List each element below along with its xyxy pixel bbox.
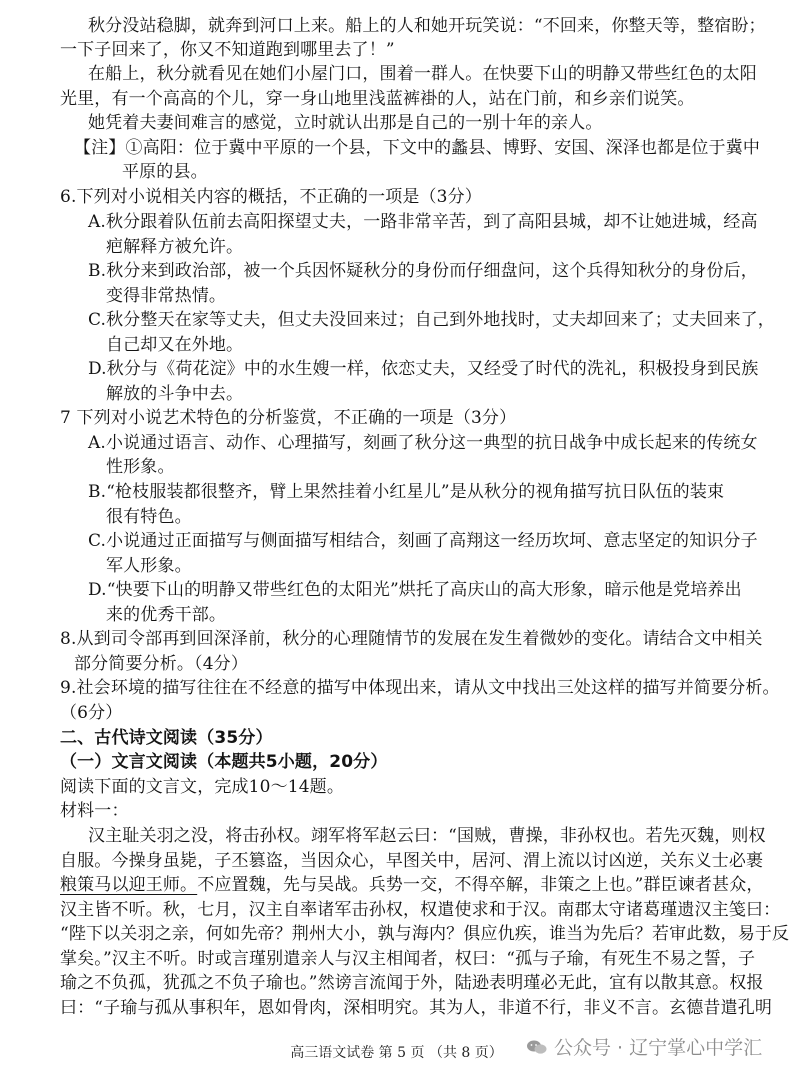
reading-instruction: 阅读下面的文言文，完成10～14题。 [60, 777, 344, 797]
passage-line: 一下子回来了，你又不知道跑到哪里去了！” [60, 40, 395, 60]
question-9: （6分） [60, 703, 123, 723]
option-7a: A.小说通过语言、动作、心理描写，刻画了秋分这一典型的抗日战争中成长起来的传统女 [88, 433, 758, 453]
watermark-text: 公众号 · 辽宁掌心中学汇 [554, 1037, 763, 1059]
classical-text-line [60, 874, 764, 896]
option-6a: 疤解释方被允许。 [106, 237, 244, 257]
option-7d: 来的优秀干部。 [106, 605, 227, 625]
annotation-note: 【注】①高阳：位于冀中平原的一个县，下文中的蠡县、博野、安国、深泽也都是位于冀中 [74, 138, 760, 158]
material-label: 材料一： [60, 801, 129, 821]
passage-line: 秋分没站稳脚，就奔到河口上来。船上的人和她开玩笑说：“不回来，你整天等，整宿盼； [88, 16, 766, 36]
option-7d: D.“快要下山的明静又带些红色的太阳光”烘托了高庆山的高大形象，暗示他是党培养出 [88, 580, 742, 600]
option-6b: 变得非常热情。 [106, 286, 227, 306]
option-6a: A.秋分跟着队伍前去高阳探望丈夫，一路非常辛苦，到了高阳县城，却不让她进城，经高 [88, 212, 758, 232]
option-7a: 性形象。 [106, 457, 175, 477]
watermark [526, 1033, 762, 1060]
passage-line: 在船上，秋分就看见在她们小屋门口，围着一群人。在快要下山的明静又带些红色的太阳 [88, 64, 757, 84]
passage-line: 她凭着夫妻间难言的感觉，立时就认出那是自己的一别十年的亲人。 [88, 113, 603, 133]
subsection-heading: （一）文言文阅读（本题共5小题，20分） [60, 752, 388, 772]
classical-text-line: 曰：“子瑜与孤从事积年，恩如骨肉，深相明究。其为人，非道不行，非义不言。玄德昔遣孔明 [60, 998, 772, 1018]
question-8: 8.从到司令部再到回深泽前，秋分的心理随情节的发展在发生着微妙的变化。请结合文中相关 [60, 629, 763, 649]
classical-text-line: “陛下以关羽之亲，何如先帝？荆州大小，孰与海内？俱应仇疾，谁当为先后？若审此数，易于反 [60, 924, 790, 944]
classical-text-line: 汉主皆不听。秋，七月，汉主自率诸军击孙权，权遣使求和于汉。南郡太守诸葛瑾遗汉主笺曰： [60, 900, 781, 920]
option-6b: B.秋分来到政治部，被一个兵因怀疑秋分的身份而仔细盘问，这个兵得知秋分的身份后， [88, 261, 758, 281]
question-6: 6.下列对小说相关内容的概括，不正确的一项是（3分） [60, 187, 482, 207]
classical-text-line: 汉主耻关羽之没，将击孙权。翊军将军赵云曰：“国贼，曹操，非孙权也。若先灭魏，则权 [88, 826, 766, 846]
underlined-phrase: 粮策马以迎王师。 [60, 875, 198, 895]
option-7b: B.“枪枝服装都很整齐，臂上果然挂着小红星儿”是从秋分的视角描写抗日队伍的装束 [88, 482, 725, 502]
option-6c: C.秋分整天在家等丈夫，但丈夫没回来过；自己到外地找时，丈夫却回来了；丈夫回来了， [88, 310, 775, 330]
option-7b: 很有特色。 [106, 507, 192, 527]
classical-text-line: 掌矣。”汉主不听。时或言瑾别遣亲人与汉主相闻者，权曰：“孤与子瑜，有死生不易之誓，子 [60, 949, 756, 969]
annotation-note: 平原的县。 [122, 162, 208, 182]
classical-text-line: 自服。今操身虽毙，子丕篡盗，当因众心，早图关中，居河、渭上流以讨凶逆，关东义士必裹 [60, 851, 764, 871]
question-8: 部分简要分析。（4分） [74, 654, 248, 674]
option-6d: D.秋分与《荷花淀》中的水生嫂一样，依恋丈夫，又经受了时代的洗礼，积极投身到民族 [88, 359, 759, 379]
wechat-icon [526, 1039, 548, 1055]
passage-line: 光里，有一个高高的个儿，穿一身山地里浅蓝裤褂的人，站在门前，和乡亲们说笑。 [60, 89, 695, 109]
option-7c: 军人形象。 [106, 556, 192, 576]
classical-text-line: 瑜之不负孤，犹孤之不负子瑜也。”然谤言流闻于外，陆逊表明瑾必无此，宜有以散其意。权报 [60, 973, 764, 993]
option-7c: C.小说通过正面描写与侧面描写相结合，刻画了高翔这一经历坎坷、意志坚定的知识分子 [88, 531, 758, 551]
section-heading: 二、古代诗文阅读（35分） [60, 728, 273, 748]
classical-text-rest: 不应置魏，先与吴战。兵势一交，不得卒解，非策之上也。”群臣谏者甚众， [197, 875, 764, 895]
question-9: 9.社会环境的描写往往在不经意的描写中体现出来，请从文中找出三处这样的描写并简要分析。 [60, 678, 780, 698]
option-6d: 解放的斗争中去。 [106, 384, 244, 404]
option-6c: 自己却又在外地。 [106, 335, 244, 355]
question-7: 7 下列对小说艺术特色的分析鉴赏，不正确的一项是（3分） [60, 408, 517, 428]
page-footer: 高三语文试卷 第 5 页 （共 8 页） [290, 1045, 503, 1061]
